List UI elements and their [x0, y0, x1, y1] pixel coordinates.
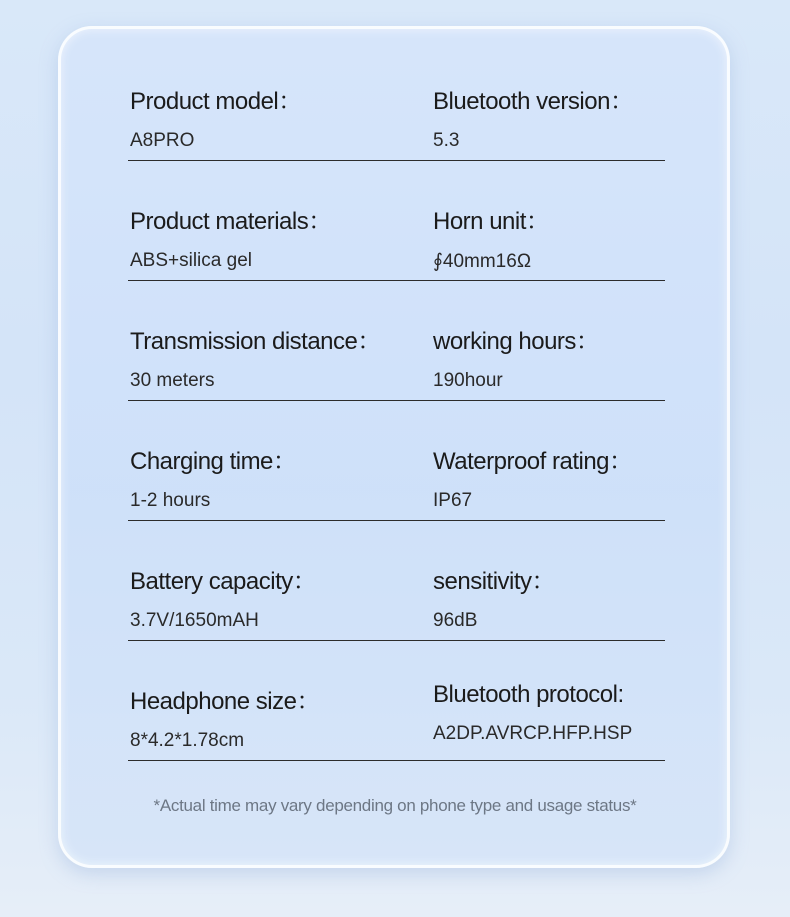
spec-label: Product model： — [130, 88, 302, 115]
spec-value: ∮40mm16Ω — [433, 251, 532, 272]
spec-item-bluetooth-protocol — [433, 681, 632, 745]
spec-row — [128, 161, 665, 281]
spec-row — [128, 521, 665, 641]
spec-item-charging-time — [130, 441, 296, 512]
spec-label: Charging time： — [130, 448, 297, 475]
spec-label: Transmission distance： — [130, 328, 381, 355]
spec-label: Bluetooth version： — [433, 88, 634, 115]
spec-value: 190hour — [433, 370, 503, 391]
spec-value: 30 meters — [130, 370, 215, 391]
spec-value: A8PRO — [130, 130, 195, 151]
spec-item-sensitivity — [433, 561, 555, 632]
spec-value: 5.3 — [433, 130, 460, 151]
spec-value: 1-2 hours — [130, 490, 211, 511]
spec-item-product-model — [130, 81, 302, 152]
spec-label: Headphone size： — [130, 688, 320, 715]
spec-row — [128, 641, 665, 761]
spec-label: Product materials： — [130, 208, 332, 235]
spec-label: sensitivity： — [433, 568, 556, 595]
spec-item-waterproof-rating — [433, 441, 633, 512]
spec-row — [128, 41, 665, 161]
spec-item-transmission-distance — [130, 321, 381, 392]
spec-item-battery-capacity — [130, 561, 316, 632]
spec-value: 96dB — [433, 610, 478, 631]
spec-value: ABS+silica gel — [130, 250, 252, 271]
spec-item-bluetooth-version — [433, 81, 633, 152]
disclaimer-footnote: *Actual time may vary depending on phone type and usage status* — [153, 796, 637, 815]
spec-label: Battery capacity： — [130, 568, 317, 595]
spec-item-horn-unit — [433, 201, 549, 273]
row-divider — [128, 760, 665, 761]
spec-value: IP67 — [433, 490, 473, 511]
spec-value: 8*4.2*1.78cm — [130, 730, 245, 751]
spec-label: working hours： — [433, 328, 600, 355]
spec-item-working-hours — [433, 321, 599, 392]
spec-row — [128, 401, 665, 521]
spec-item-product-materials — [130, 201, 332, 272]
spec-row — [128, 281, 665, 401]
spec-label: Bluetooth protocol: — [433, 681, 624, 708]
spec-label: Waterproof rating： — [433, 448, 633, 475]
spec-value: A2DP.AVRCP.HFP.HSP — [433, 723, 633, 744]
spec-item-headphone-size — [130, 681, 320, 752]
spec-label: Horn unit： — [433, 208, 550, 235]
spec-value: 3.7V/1650mAH — [130, 610, 259, 631]
